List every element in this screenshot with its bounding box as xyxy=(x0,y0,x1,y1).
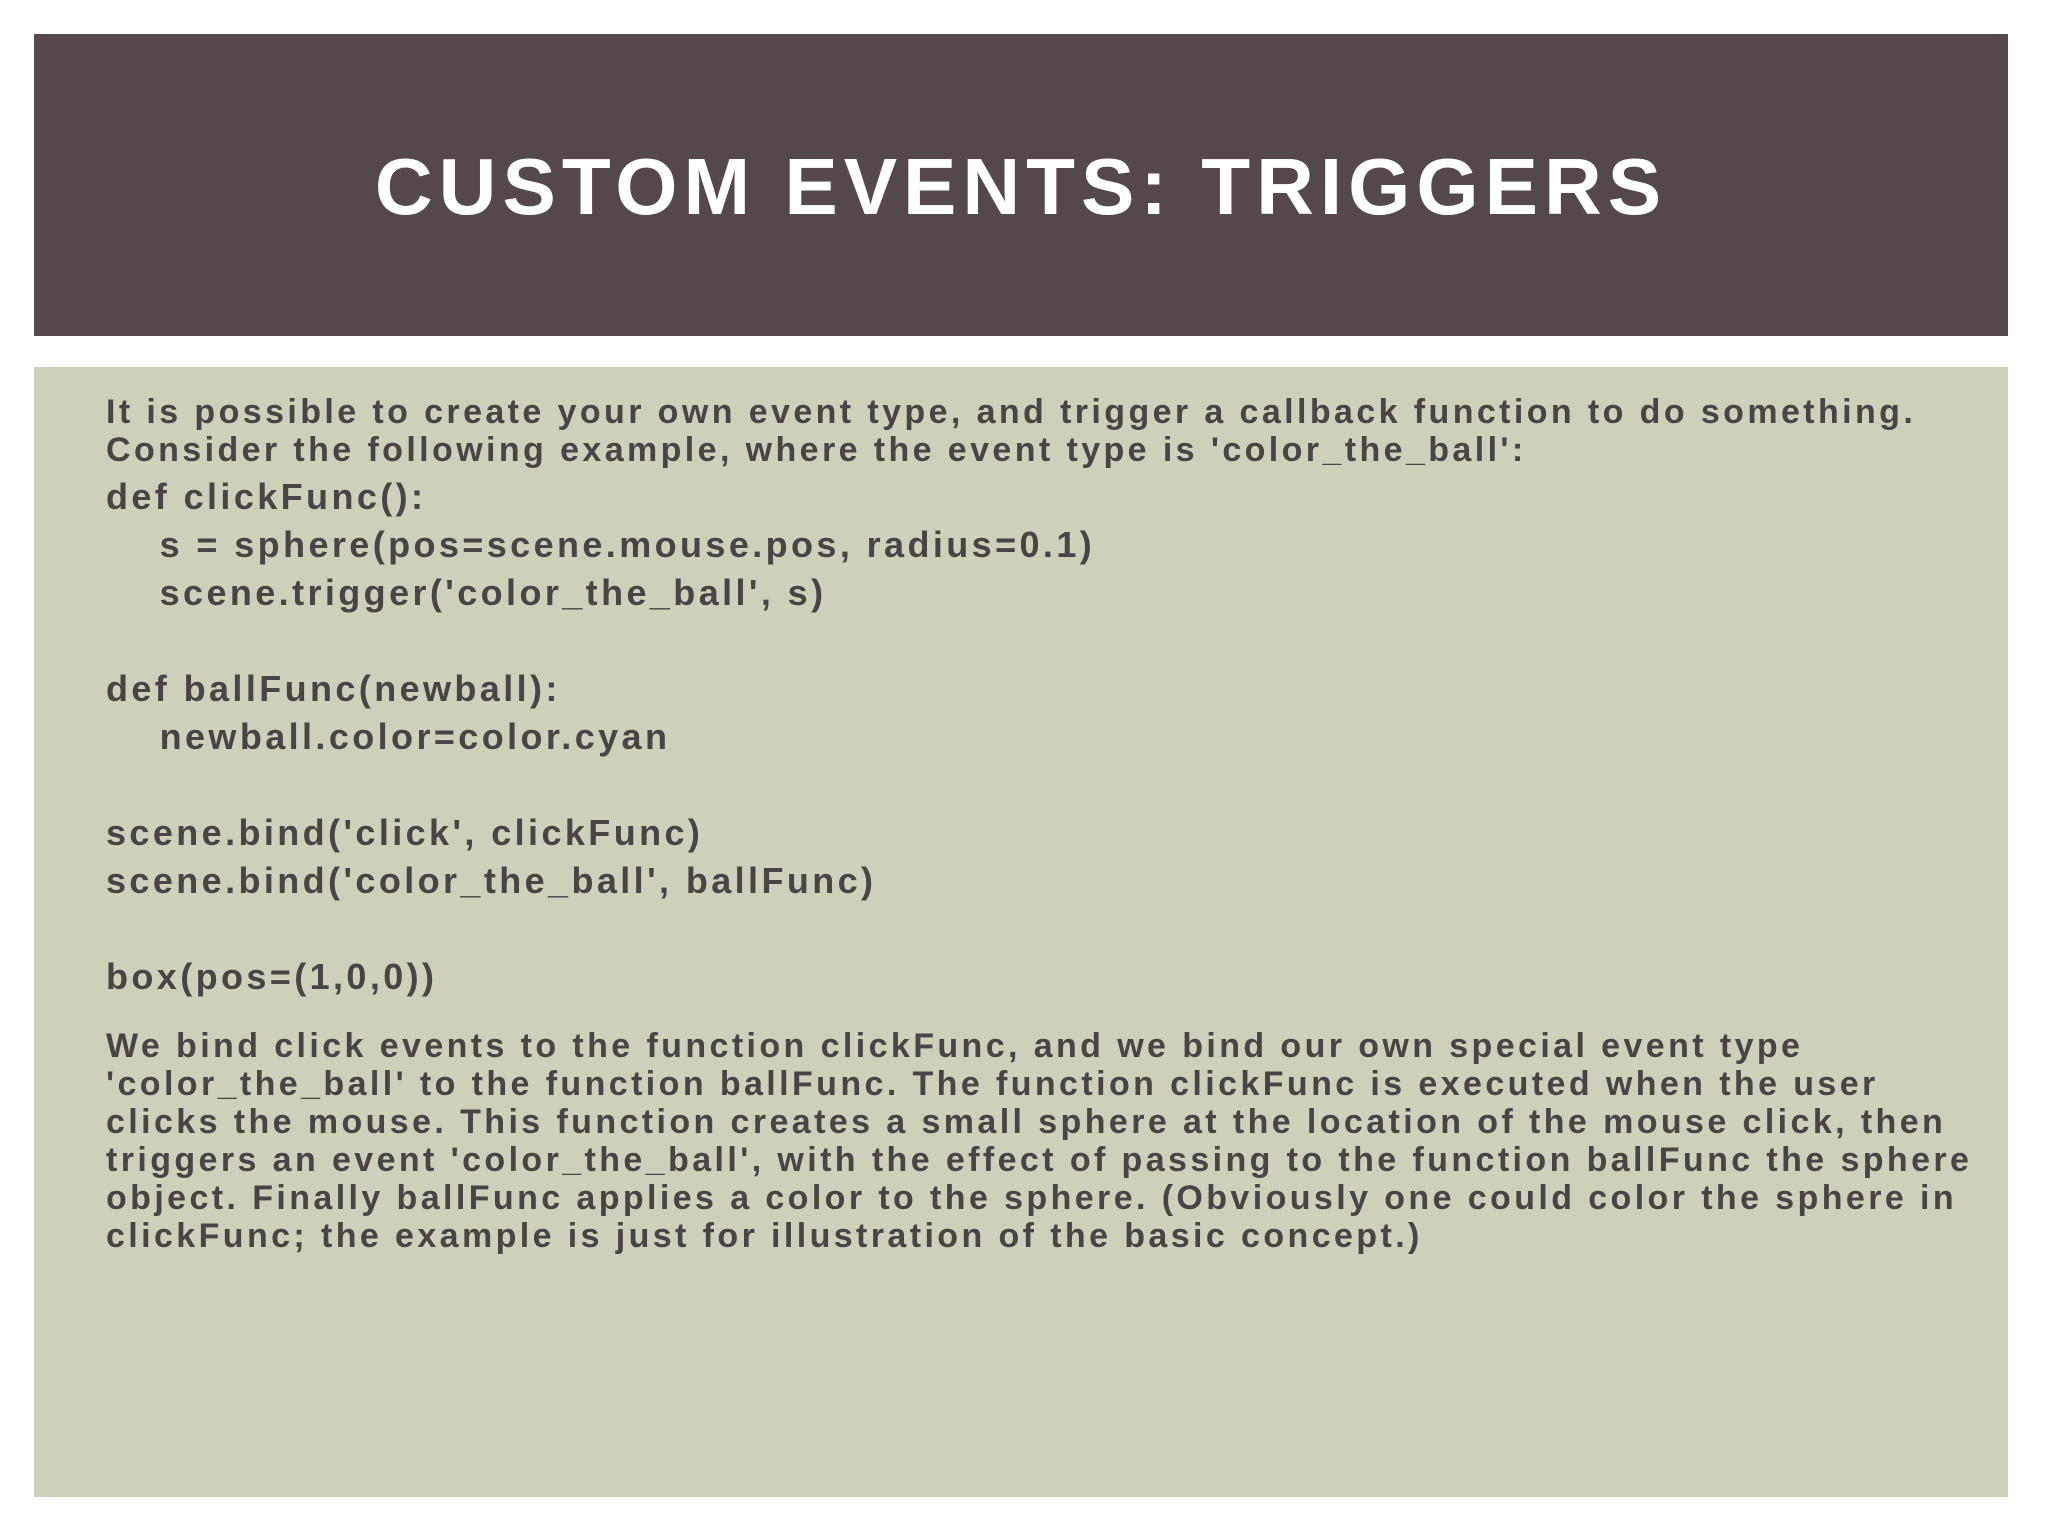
code-line: scene.bind('click', clickFunc) xyxy=(106,812,704,853)
code-line: def clickFunc(): xyxy=(106,476,427,517)
code-line: s = sphere(pos=scene.mouse.pos, radius=0.1) xyxy=(106,524,1096,565)
slide-title: CUSTOM EVENTS: TRIGGERS xyxy=(374,142,1668,231)
explanation-paragraph: We bind click events to the function clickFunc, and we bind our own special event type 'color_the_ball' to the function ballFunc. The function clickFunc is executed when the user clicks the mouse. This function creates a small sphere at the location of the mouse click, then triggers an event 'color_the_ball', with the effect of passing to the function ballFunc the sphere object. Finally ballFunc applies a color to the sphere. (Obviously one could color the sphere in clickFunc; the example is just for illustration of the basic concept.) xyxy=(106,1027,1973,1255)
code-line: scene.trigger('color_the_ball', s) xyxy=(106,572,827,613)
code-block xyxy=(106,473,1986,1001)
code-blank-line xyxy=(106,761,1986,809)
code-line: scene.bind('color_the_ball', ballFunc) xyxy=(106,860,877,901)
code-line: box(pos=(1,0,0)) xyxy=(106,956,438,997)
code-blank-line xyxy=(106,905,1986,953)
slide-body xyxy=(106,393,1986,1255)
code-blank-line xyxy=(106,617,1986,665)
content-panel xyxy=(34,367,2008,1497)
code-line: newball.color=color.cyan xyxy=(106,716,671,757)
title-bar xyxy=(34,34,2008,336)
code-line: def ballFunc(newball): xyxy=(106,668,561,709)
intro-paragraph: It is possible to create your own event type, and trigger a callback function to do something. Consider the following example, where the event type is 'color_the_ball': xyxy=(106,393,1917,469)
